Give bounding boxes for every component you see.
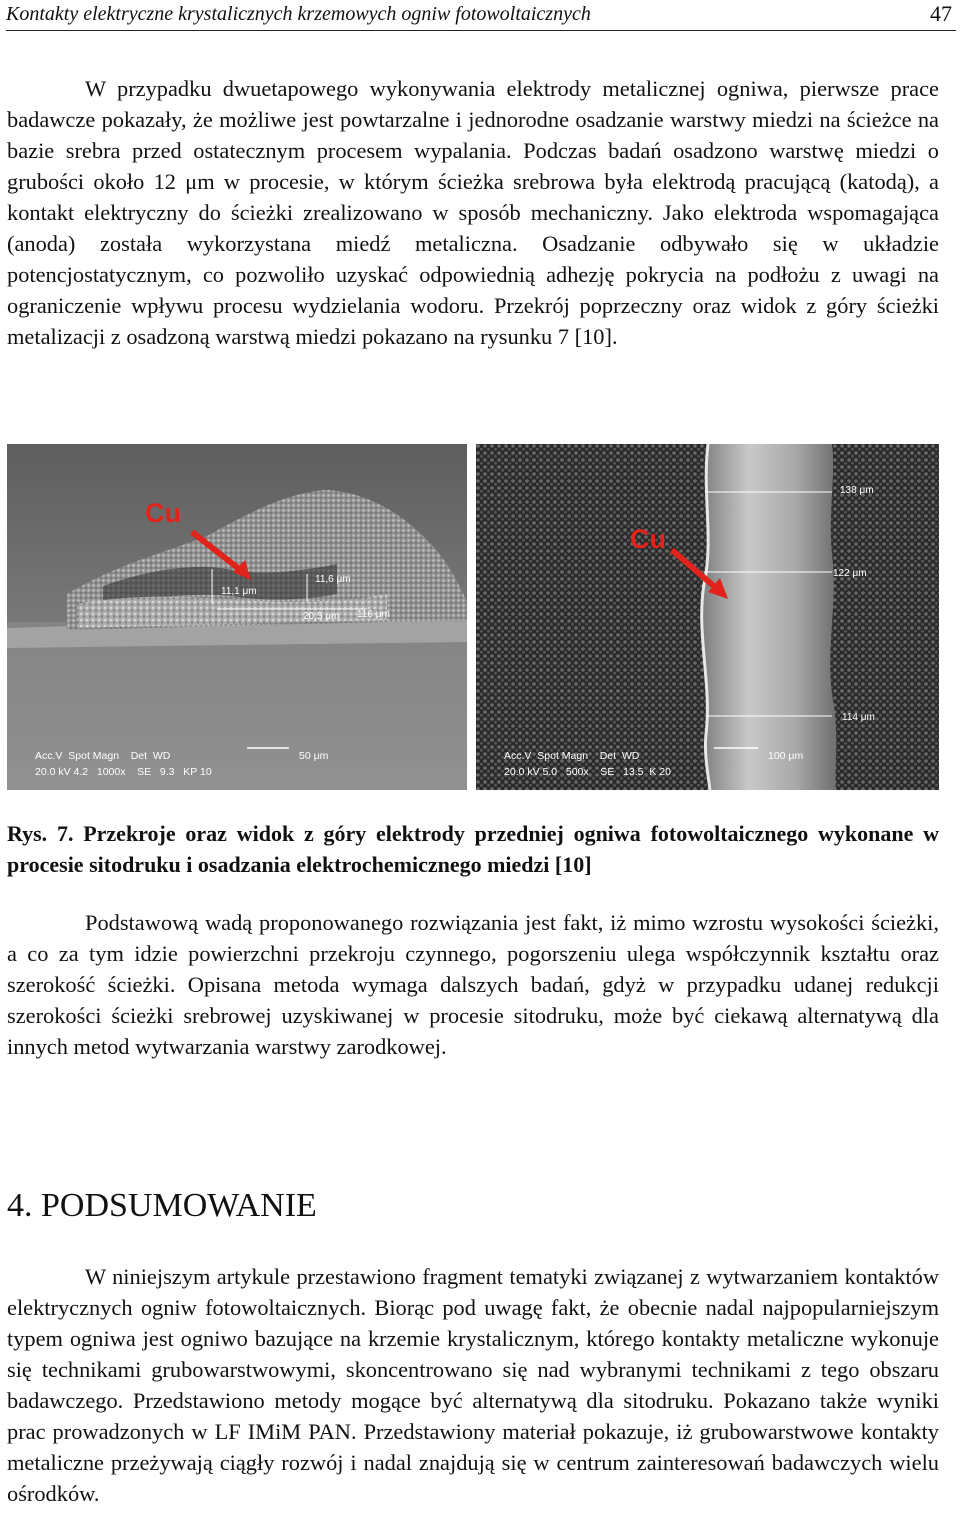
sem-cross-section-image — [7, 444, 467, 790]
measure-122: 122 μm — [833, 568, 867, 579]
measure-114: 114 μm — [842, 712, 875, 723]
section-heading: 4. PODSUMOWANIE — [7, 1187, 317, 1224]
measure-116: 116 μm — [357, 609, 390, 620]
running-header — [6, 0, 956, 31]
sem-top-view-graphic — [476, 444, 939, 790]
sem-info-header-right: Acc.V Spot Magn Det WD — [504, 750, 640, 762]
paragraph-2: Podstawową wadą proponowanego rozwiązania jest fakt, iż mimo wzrostu wysokości ścieżki, a co za tym idzie powierzchni przekroju czynnego, pogorszeniu ulega współczynnik kształtu oraz szerokość ścieżki. Opisana metoda wymaga dalszych badań, gdyż w przypadku udanej redukcji szerokości ścieżki srebrowej uzyskiwanej w procesie sitodruku, może być ciekawą alternatywą dla innych metod wytwarzania warstwy zarodkowej. — [7, 910, 939, 1059]
sem-info-header-left: Acc.V Spot Magn Det WD — [35, 750, 171, 762]
cu-label-right: Cu — [630, 524, 666, 554]
figure-7 — [7, 444, 939, 792]
measure-11-1: 11,1 μm — [221, 586, 257, 597]
sem-top-view-image — [476, 444, 939, 790]
measure-20-5: 20,5 μm — [303, 611, 340, 622]
scale-bar-left: 50 μm — [299, 750, 329, 762]
sem-cross-section-graphic — [7, 444, 467, 790]
running-title: Kontakty elektryczne krystalicznych krzemowych ogniw fotowoltaicznych — [6, 3, 591, 25]
measure-11-6: 11,6 μm — [315, 574, 351, 585]
measure-138: 138 μm — [840, 485, 874, 496]
scale-bar-right: 100 μm — [768, 750, 804, 762]
paragraph-3: W niniejszym artykule przestawiono fragment tematyki związanej z wytwarzaniem kontaktów elektrycznych ogniw fotowoltaicznych. Biorąc pod uwagę fakt, że obecnie nadal najpopularniejszym typem ogniwa jest ogniwo bazujące na krzemie krystalicznym, którego kontakty metaliczne wykonuje się technikami grubowarstwowymi, skoncentrowano się nad wybranymi technikami z tego obszaru badawczego. Przedstawiono metody mogące być alternatywą dla sitodruku. Pokazano także wyniki prac prowadzonych w LF IMiM PAN. Przedstawiony materiał pokazuje, iż grubowarstwowe kontakty metaliczne przeżywają ciągły rozwój i nadal znajdują się w centrum zainteresowań badawczych wielu ośrodków. — [7, 1264, 939, 1506]
paragraph-1: W przypadku dwuetapowego wykonywania elektrody metalicznej ogniwa, pierwsze prace badawcze pokazały, że możliwe jest powtarzalne i jednorodne osadzanie warstwy miedzi na ścieżce na bazie srebra przed ostatecznym procesem wypalania. Podczas badań osadzono warstwę miedzi o grubości około 12 μm w procesie, w którym ścieżka srebrowa była elektrodą pracującą (katodą), a kontakt elektryczny do ścieżki zrealizowano w sposób mechaniczny. Jako elektroda wspomagająca (anoda) została wykorzystana miedź metaliczna. Osadzanie odbywało się w układzie potencjostatycznym, co pozwoliło uzyskać odpowiednią adhezję pokrycia na podłożu z uwagi na ograniczenie wpływu procesu wydzielania wodoru. Przekrój poprzeczny oraz widok z góry ścieżki metalizacji z osadzoną warstwą miedzi pokazano na rysunku 7 [10]. — [7, 76, 939, 349]
sem-info-values-right: 20.0 kV 5.0 500x SE 13.5 K 20 — [504, 766, 671, 778]
figure-caption: Rys. 7. Przekroje oraz widok z góry elektrody przedniej ogniwa fotowoltaicznego wykonane w procesie sitodruku i osadzania elektrochemicznego miedzi [10] — [7, 821, 939, 877]
cu-label-left: Cu — [145, 498, 181, 528]
sem-info-values-left: 20.0 kV 4.2 1000x SE 9.3 KP 10 — [35, 766, 212, 778]
page-number: 47 — [930, 1, 952, 26]
